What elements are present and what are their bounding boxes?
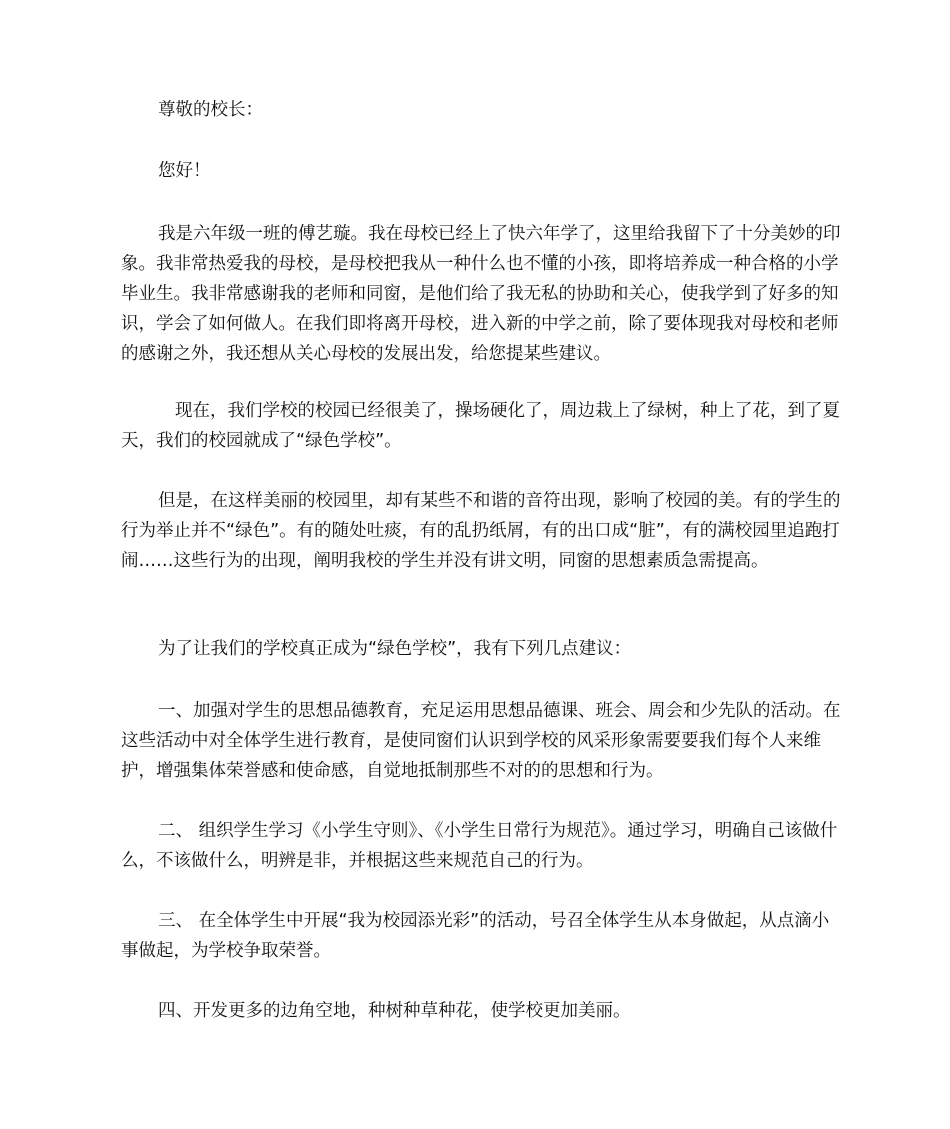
letter-salutation: 尊敬的校长： [158, 100, 263, 120]
suggestion-item-4: 四、开发更多的边角空地，种树种草种花，使学校更加美丽。 [158, 1001, 631, 1021]
letter-greeting: 您好！ [158, 161, 211, 181]
suggestion-item-2: 二、 组织学生学习《小学生守则》、《小学生日常行为规范》。通过学习，明确自己该做什么，不该做什么，明辨是非，并根据这些来规范自己的行为。 [121, 821, 838, 871]
letter-paragraph-campus: 现在，我们学校的校园已经很美了，操场硬化了，周边栽上了绿树，种上了花，到了夏天，我们的校园就成了“绿色学校”。 [121, 401, 840, 451]
letter-paragraph-proposal: 为了让我们的学校真正成为“绿色学校”，我有下列几点建议： [158, 639, 632, 659]
suggestion-item-1: 一、加强对学生的思想品德教育，充足运用思想品德课、班会、周会和少先队的活动。在这些活动中对全体学生进行教育，是使同窗们认识到学校的风采形象需要要我们每个人来维护，增强集体荣誉感和使命感，自觉地抵制那些不对的的思想和行为。 [121, 701, 841, 781]
letter-paragraph-problems: 但是，在这样美丽的校园里，却有某些不和谐的音符出现，影响了校园的美。有的学生的行为举止并不“绿色”。有的随处吐痰，有的乱扔纸屑，有的出口成“脏”，有的满校园里追跑打闹……这些行为的出现，阐明我校的学生并没有讲文明，同窗的思想素质急需提高。 [121, 491, 841, 571]
letter-paragraph-intro: 我是六年级一班的傅艺璇。我在母校已经上了快六年学了，这里给我留下了十分美妙的印象。我非常热爱我的母校，是母校把我从一种什么也不懂的小孩，即将培养成一种合格的小学毕业生。我非常感谢我的老师和同窗，是他们给了我无私的协助和关心，使我学到了好多的知识，学会了如何做人。在我们即将离开母校，进入新的中学之前，除了要体现我对母校和老师的感谢之外，我还想从关心母校的发展出发，给您提某些建议。 [121, 224, 841, 364]
suggestion-item-3: 三、 在全体学生中开展“我为校园添光彩”的活动，号召全体学生从本身做起，从点滴小事做起，为学校争取荣誉。 [121, 911, 830, 961]
